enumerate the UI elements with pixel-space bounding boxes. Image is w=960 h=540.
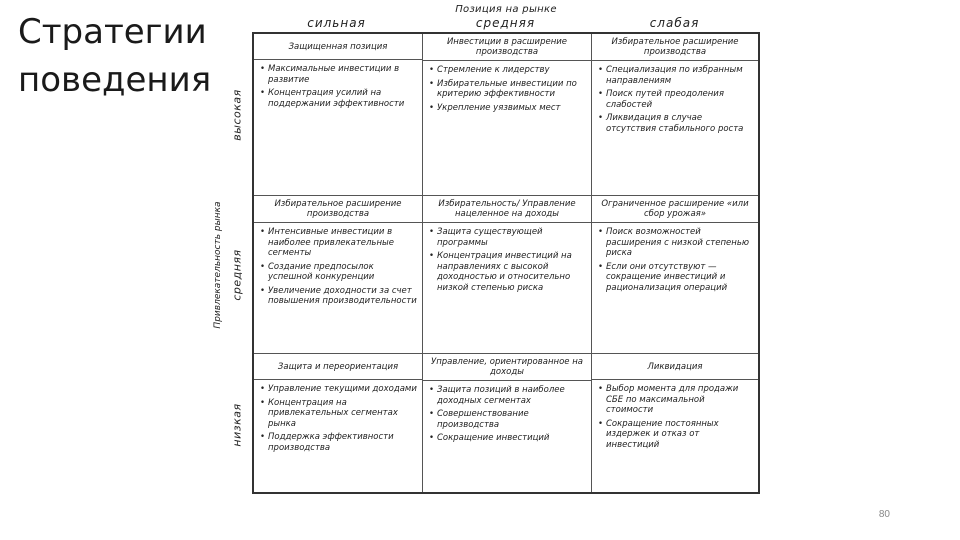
matrix-cell-r2-c3 (592, 196, 758, 354)
strategy-item: • Концентрация на привлекательных сегментах рынка (260, 398, 418, 430)
strategy-item: • Концентрация усилий на поддержании эффективности (260, 88, 418, 109)
row-header-high: высокая (230, 89, 244, 141)
row-header-medium: средняя (230, 249, 244, 301)
strategy-item: • Поиск путей преодоления слабостей (598, 89, 754, 110)
cell-title: Защищенная позиция (288, 41, 388, 52)
strategy-item: • Поддержка эффективности производства (260, 432, 418, 453)
strategy-matrix-grid (252, 32, 760, 494)
strategy-item: • Защита позиций в наиболее доходных сегментах (429, 385, 587, 406)
matrix-cell-r3-c3 (592, 354, 758, 492)
matrix-cell-r2-c1 (254, 196, 423, 354)
strategy-item: • Управление текущими доходами (260, 384, 418, 395)
row-header-low: низкая (230, 403, 244, 447)
market-position-axis (252, 4, 760, 32)
strategy-item: • Максимальные инвестиции в развитие (260, 64, 418, 85)
cell-title: Избирательное расширение производства (274, 199, 402, 219)
strategy-matrix-figure (212, 4, 760, 496)
matrix-cell-r1-c2 (423, 34, 592, 196)
market-attractiveness-axis (212, 34, 252, 496)
matrix-cell-r2-c2 (423, 196, 592, 354)
strategy-list (254, 60, 422, 112)
cell-title: Ликвидация (647, 361, 703, 372)
strategy-item: • Увеличение доходности за счет повышения производительности (260, 286, 418, 307)
strategy-item: • Интенсивные инвестиции в наиболее привлекательные сегменты (260, 227, 418, 259)
strategy-item: • Поиск возможностей расширения с низкой степенью риска (598, 227, 754, 259)
column-header-strong: сильная (307, 16, 366, 30)
column-header-medium: средняя (475, 16, 536, 30)
market-position-axis-title: Позиция на рынке (455, 4, 557, 15)
slide-title: Стратегии поведения (18, 12, 212, 100)
matrix-cell-r1-c3 (592, 34, 758, 196)
matrix-cell-r3-c2 (423, 354, 592, 492)
strategy-list (592, 61, 758, 137)
strategy-item: • Ликвидация в случае отсутствия стабильного роста (598, 113, 754, 134)
market-attractiveness-axis-title: Привлекательность рынка (213, 201, 223, 329)
strategy-item: • Создание предпосылок успешной конкуренции (260, 262, 418, 283)
strategy-item: • Укрепление уязвимых мест (429, 103, 587, 114)
strategy-list (254, 380, 422, 456)
strategy-item: • Избирательные инвестиции по критерию эффективности (429, 79, 587, 100)
strategy-item: • Специализация по избранным направлениям (598, 65, 754, 86)
strategy-item: • Совершенствование производства (429, 409, 587, 430)
strategy-list (254, 223, 422, 310)
page-number: 80 (878, 509, 890, 520)
strategy-list (423, 61, 591, 116)
strategy-item: • Концентрация инвестиций на направлениях с высокой доходностью и относительно низкой степенью риска (429, 251, 587, 293)
cell-title: Инвестиции в расширение производства (446, 37, 568, 57)
cell-title: Защита и переориентация (277, 361, 399, 372)
cell-title: Управление, ориентированное на доходы (431, 357, 583, 377)
strategy-list (592, 223, 758, 296)
strategy-item: • Защита существующей программы (429, 227, 587, 248)
strategy-list (592, 380, 758, 453)
cell-title: Избирательное расширение производства (611, 37, 739, 57)
strategy-list (423, 381, 591, 447)
cell-title: Ограниченное расширение «или сбор урожая» (601, 199, 749, 219)
column-header-weak: слабая (649, 16, 700, 30)
strategy-item: • Если они отсутствуют — сокращение инвестиций и рационализация операций (598, 262, 754, 294)
strategy-item: • Стремление к лидерству (429, 65, 587, 76)
cell-title: Избирательность/ Управление нацеленное на доходы (438, 199, 576, 219)
strategy-item: • Сокращение инвестиций (429, 433, 587, 444)
matrix-cell-r1-c1 (254, 34, 423, 196)
matrix-cell-r3-c1 (254, 354, 423, 492)
strategy-item: • Выбор момента для продажи СБЕ по максимальной стоимости (598, 384, 754, 416)
strategy-list (423, 223, 591, 296)
strategy-item: • Сокращение постоянных издержек и отказ от инвестиций (598, 419, 754, 451)
